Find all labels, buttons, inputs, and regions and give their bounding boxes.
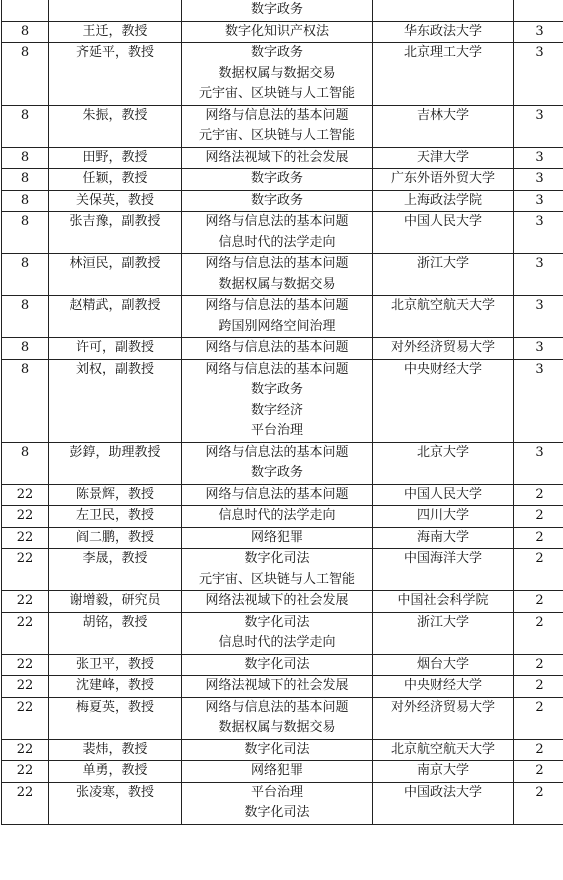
table-row — [2, 296, 563, 338]
rank-cell: 22 — [2, 527, 49, 549]
topic-line: 平台治理 — [250, 423, 303, 438]
topic-line: 数据权属与数据交易 — [218, 65, 336, 81]
university-cell — [373, 0, 514, 21]
topic-line: 网络与信息法的基本问题 — [205, 298, 349, 313]
topic-line: 网络法视域下的社会发展 — [205, 678, 349, 693]
topic-line: 数字化司法 — [244, 614, 310, 630]
topic-line: 元宇宙、区块链与人工智能 — [198, 86, 355, 101]
rank-cell: 8 — [2, 105, 49, 147]
rank-cell: 8 — [2, 169, 49, 191]
university-cell: 中国政法大学 — [373, 782, 514, 824]
university-cell: 吉林大学 — [373, 105, 514, 147]
topics-cell — [182, 21, 373, 43]
table-row — [2, 359, 563, 442]
table-row — [2, 527, 563, 549]
table-row — [2, 338, 563, 360]
count-cell: 3 — [514, 105, 563, 147]
rank-cell: 22 — [2, 654, 49, 676]
topic-line: 网络法视域下的社会发展 — [205, 593, 349, 608]
topic-line: 元宇宙、区块链与人工智能 — [198, 571, 355, 587]
count-cell: 3 — [514, 338, 563, 360]
topics-cell — [182, 527, 373, 549]
table-row — [2, 43, 563, 106]
topic-line: 数据权属与数据交易 — [218, 720, 336, 735]
rank-cell: 22 — [2, 549, 49, 591]
topics-cell — [182, 105, 373, 147]
topic-line: 数字化司法 — [244, 741, 310, 757]
topics-cell — [182, 254, 373, 296]
topics-cell — [182, 147, 373, 169]
count-cell: 2 — [514, 484, 563, 506]
topic-line: 网络法视域下的社会发展 — [205, 149, 349, 165]
topics-cell — [182, 442, 373, 484]
topics-cell — [182, 338, 373, 360]
topic-line: 数字政务 — [250, 465, 303, 480]
rank-cell: 22 — [2, 612, 49, 654]
name-cell: 刘权，副教授 — [49, 359, 182, 442]
table-row — [2, 697, 563, 739]
name-cell: 田野，教授 — [49, 147, 182, 169]
university-cell: 烟台大学 — [373, 654, 514, 676]
name-cell: 任颖，教授 — [49, 169, 182, 191]
topics-cell — [182, 0, 373, 21]
university-cell: 南京大学 — [373, 761, 514, 783]
topics-cell — [182, 549, 373, 591]
rank-cell: 8 — [2, 254, 49, 296]
rank-cell: 22 — [2, 676, 49, 698]
name-cell: 谢增毅，研究员 — [49, 591, 182, 613]
topic-line: 数字化司法 — [244, 551, 310, 566]
name-cell: 赵精武，副教授 — [49, 296, 182, 338]
table-row — [2, 506, 563, 528]
table-row — [2, 484, 563, 506]
topic-line: 数字化知识产权法 — [224, 23, 329, 39]
count-cell: 2 — [514, 506, 563, 528]
table-row — [2, 190, 563, 212]
topic-line: 网络与信息法的基本问题 — [205, 486, 349, 502]
university-cell: 北京航空航天大学 — [373, 296, 514, 338]
rank-cell: 22 — [2, 506, 49, 528]
name-cell: 关保英，教授 — [49, 190, 182, 212]
topics-cell — [182, 612, 373, 654]
table-row — [2, 761, 563, 783]
name-cell: 李晟，教授 — [49, 549, 182, 591]
count-cell: 2 — [514, 591, 563, 613]
topic-line: 网络与信息法的基本问题 — [205, 340, 349, 355]
count-cell — [514, 0, 563, 21]
topic-line: 数字政务 — [250, 171, 303, 186]
topic-line: 平台治理 — [250, 784, 303, 800]
table-row — [2, 442, 563, 484]
name-cell: 朱振，教授 — [49, 105, 182, 147]
topic-line: 网络与信息法的基本问题 — [205, 107, 349, 123]
count-cell: 2 — [514, 782, 563, 824]
university-cell: 北京理工大学 — [373, 43, 514, 106]
rank-cell: 22 — [2, 761, 49, 783]
count-cell: 3 — [514, 190, 563, 212]
topic-line: 元宇宙、区块链与人工智能 — [198, 128, 355, 143]
count-cell: 2 — [514, 527, 563, 549]
name-cell: 左卫民，教授 — [49, 506, 182, 528]
table-row — [2, 147, 563, 169]
name-cell: 林洹民，副教授 — [49, 254, 182, 296]
university-cell: 天津大学 — [373, 147, 514, 169]
table-row — [2, 169, 563, 191]
topics-cell — [182, 296, 373, 338]
count-cell: 3 — [514, 169, 563, 191]
count-cell: 3 — [514, 254, 563, 296]
count-cell: 3 — [514, 442, 563, 484]
name-cell: 阎二鹏，教授 — [49, 527, 182, 549]
table-row — [2, 21, 563, 43]
topics-cell — [182, 190, 373, 212]
rank-cell: 8 — [2, 359, 49, 442]
university-cell: 浙江大学 — [373, 612, 514, 654]
table-row — [2, 676, 563, 698]
table-row — [2, 549, 563, 591]
rank-cell: 8 — [2, 296, 49, 338]
topics-cell — [182, 697, 373, 739]
university-cell: 中国人民大学 — [373, 212, 514, 254]
topic-line: 网络与信息法的基本问题 — [205, 256, 349, 271]
topic-line: 网络犯罪 — [250, 763, 303, 778]
topics-cell — [182, 761, 373, 783]
rank-cell: 22 — [2, 591, 49, 613]
topic-line: 数字经济 — [250, 402, 303, 418]
university-cell: 中国海洋大学 — [373, 549, 514, 591]
topic-line: 数字化司法 — [244, 656, 310, 672]
topic-line: 数字化司法 — [244, 805, 310, 820]
count-cell: 2 — [514, 761, 563, 783]
name-cell: 张吉豫，副教授 — [49, 212, 182, 254]
count-cell: 2 — [514, 676, 563, 698]
rank-cell — [2, 0, 49, 21]
university-cell: 上海政法学院 — [373, 190, 514, 212]
table-row — [2, 739, 563, 761]
count-cell: 2 — [514, 549, 563, 591]
topic-line: 信息时代的法学走向 — [218, 508, 336, 523]
name-cell: 齐延平，教授 — [49, 43, 182, 106]
count-cell: 3 — [514, 21, 563, 43]
university-cell: 中国社会科学院 — [373, 591, 514, 613]
topics-cell — [182, 676, 373, 698]
topics-cell — [182, 484, 373, 506]
university-cell: 华东政法大学 — [373, 21, 514, 43]
name-cell — [49, 0, 182, 21]
topic-line: 信息时代的法学走向 — [218, 234, 336, 250]
topic-line: 数字政务 — [250, 382, 303, 397]
rank-cell: 8 — [2, 43, 49, 106]
table-row — [2, 782, 563, 824]
university-cell: 广东外语外贸大学 — [373, 169, 514, 191]
count-cell: 3 — [514, 359, 563, 442]
topics-cell — [182, 212, 373, 254]
name-cell: 张卫平，教授 — [49, 654, 182, 676]
count-cell: 3 — [514, 212, 563, 254]
topics-cell — [182, 654, 373, 676]
count-cell: 2 — [514, 612, 563, 654]
university-cell: 浙江大学 — [373, 254, 514, 296]
name-cell: 许可，副教授 — [49, 338, 182, 360]
topics-cell — [182, 739, 373, 761]
university-cell: 海南大学 — [373, 527, 514, 549]
count-cell: 2 — [514, 654, 563, 676]
table-row — [2, 212, 563, 254]
table-body — [2, 0, 563, 824]
university-cell: 北京大学 — [373, 442, 514, 484]
topic-line: 跨国别网络空间治理 — [218, 318, 336, 334]
rank-cell: 8 — [2, 190, 49, 212]
topic-line: 网络与信息法的基本问题 — [205, 214, 349, 229]
topic-line: 网络与信息法的基本问题 — [205, 444, 349, 460]
topic-line: 信息时代的法学走向 — [218, 635, 336, 650]
topics-cell — [182, 782, 373, 824]
university-cell: 对外经济贸易大学 — [373, 697, 514, 739]
count-cell: 3 — [514, 147, 563, 169]
rank-cell: 8 — [2, 21, 49, 43]
table-row — [2, 105, 563, 147]
rank-cell: 22 — [2, 484, 49, 506]
topics-cell — [182, 506, 373, 528]
count-cell: 2 — [514, 739, 563, 761]
name-cell: 陈景辉，教授 — [49, 484, 182, 506]
topic-line: 网络与信息法的基本问题 — [205, 361, 349, 377]
count-cell: 3 — [514, 296, 563, 338]
table-row — [2, 591, 563, 613]
university-cell: 中央财经大学 — [373, 359, 514, 442]
name-cell: 梅夏英，教授 — [49, 697, 182, 739]
name-cell: 彭錞，助理教授 — [49, 442, 182, 484]
name-cell: 王迁，教授 — [49, 21, 182, 43]
topic-line: 数字政务 — [250, 2, 303, 17]
topic-line: 数字政务 — [250, 192, 303, 208]
university-cell: 中国人民大学 — [373, 484, 514, 506]
topic-line: 数字政务 — [250, 45, 303, 60]
table-row — [2, 654, 563, 676]
topics-cell — [182, 591, 373, 613]
name-cell: 沈建峰，教授 — [49, 676, 182, 698]
count-cell: 2 — [514, 697, 563, 739]
topic-line: 数据权属与数据交易 — [218, 276, 336, 292]
name-cell: 裴炜，教授 — [49, 739, 182, 761]
table-row — [2, 254, 563, 296]
name-cell: 单勇，教授 — [49, 761, 182, 783]
university-cell: 中央财经大学 — [373, 676, 514, 698]
university-cell: 北京航空航天大学 — [373, 739, 514, 761]
rank-cell: 8 — [2, 212, 49, 254]
topics-cell — [182, 43, 373, 106]
name-cell: 张凌寒，教授 — [49, 782, 182, 824]
university-cell: 对外经济贸易大学 — [373, 338, 514, 360]
count-cell: 3 — [514, 43, 563, 106]
rank-cell: 8 — [2, 338, 49, 360]
name-cell: 胡铭，教授 — [49, 612, 182, 654]
topics-cell — [182, 359, 373, 442]
rank-cell: 22 — [2, 697, 49, 739]
topic-line: 网络与信息法的基本问题 — [205, 699, 349, 715]
table-row-continuation — [2, 0, 563, 21]
rank-cell: 22 — [2, 782, 49, 824]
university-cell: 四川大学 — [373, 506, 514, 528]
topic-line: 网络犯罪 — [250, 529, 303, 545]
scholar-ranking-table — [1, 0, 563, 825]
table-row — [2, 612, 563, 654]
rank-cell: 8 — [2, 147, 49, 169]
rank-cell: 22 — [2, 739, 49, 761]
rank-cell: 8 — [2, 442, 49, 484]
topics-cell — [182, 169, 373, 191]
